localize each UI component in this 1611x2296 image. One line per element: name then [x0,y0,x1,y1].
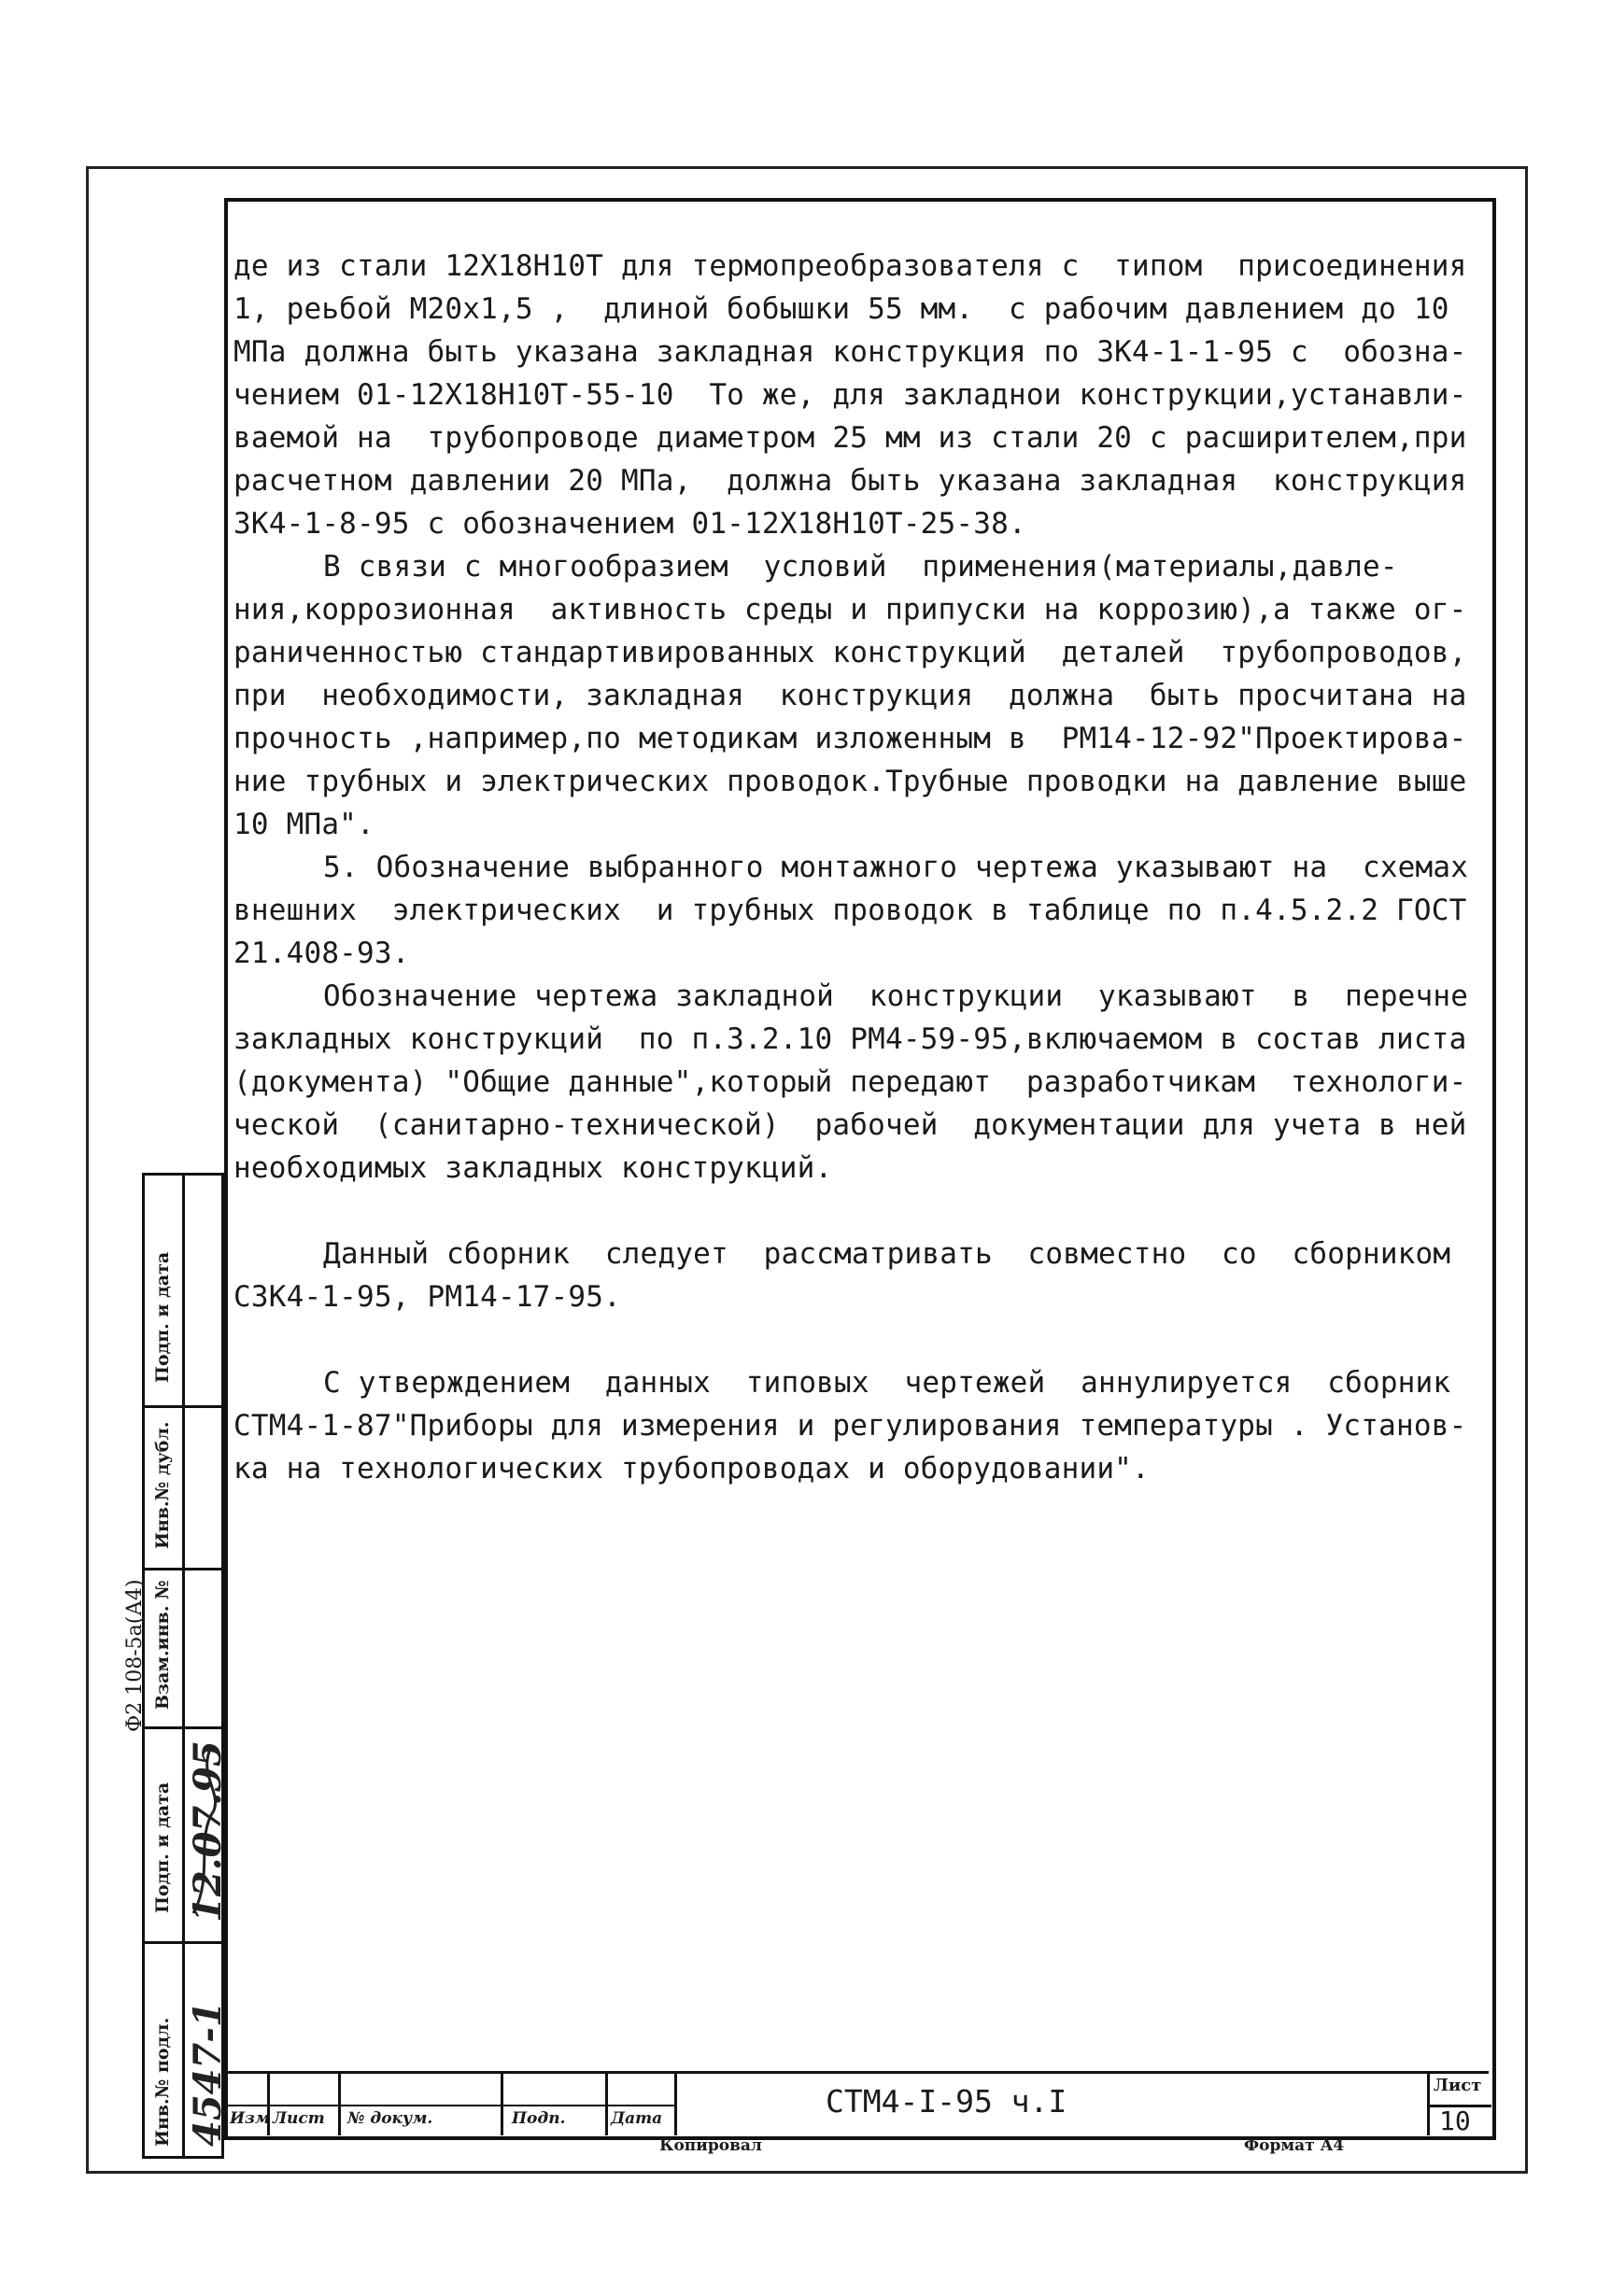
text-line: 21.408-93. [233,937,410,970]
strip-column-divider [182,1176,185,2156]
text-line: раниченностью стандартивированных конструкций деталей трубопроводов, [233,636,1467,669]
sign-date-top-label: Подп. и дата [152,1251,173,1383]
text-line: СЗК4-1-95, РМ14-17-95. [233,1280,621,1314]
document-body [233,245,1471,1490]
paragraph-1 [233,245,1471,545]
paragraph-5 [233,1233,1471,1318]
text-line: ваемой на трубопроводе диаметром 25 мм из стали 20 с расширителем,при [233,421,1467,455]
text-line: Данный сборник следует рассматривать совместно со сборником [323,1237,1451,1271]
paragraph-3 [233,846,1471,975]
signature-mark [186,1736,223,1923]
title-block-col [501,2074,503,2135]
text-line: СТМ4-1-87"Приборы для измерения и регулирования температуры . Установ- [233,1409,1467,1443]
spacer [233,1190,1471,1233]
document-code: СТМ4-I-95 ч.I [826,2083,1067,2120]
col-sign-label: Подп. [512,2109,566,2128]
handwritten-date: 12.07.95 [186,1740,230,1923]
strip-divider [145,1405,221,1408]
sign-date-label: Подп. и дата [152,1782,173,1913]
format-label: Формат А4 [1244,2136,1345,2155]
col-doc-no-label: № докум. [347,2109,433,2128]
text-line: ния,коррозионная активность среды и припуски на коррозию),а также ог- [233,593,1467,627]
inv-orig-label: Инв.№ подл. [152,2017,173,2147]
text-line: С утверждением данных типовых чертежей аннулируется сборник [323,1366,1451,1400]
text-line: ческой (санитарно-технической) рабочей документации для учета в ней [233,1108,1467,1142]
text-line: расчетном давлении 20 МПа, должна быть указана закладная конструкция [233,464,1467,498]
text-line: (документа) "Общие данные",который передают разработчикам технологи- [233,1065,1467,1099]
sheet-label: Лист [1434,2076,1482,2095]
text-line: 5. Обозначение выбранного монтажного чертежа указывают на схемах [323,851,1469,884]
text-line: внешних электрических и трубных проводок в таблице по п.4.5.2.2 ГОСТ [233,894,1467,927]
text-line: 10 МПа". [233,808,374,841]
paragraph-2 [233,545,1471,846]
paragraph-6 [233,1361,1471,1490]
spacer [233,1318,1471,1361]
handwritten-inv-number: 4547-1 [186,2001,230,2147]
strip-divider [145,1941,221,1944]
text-line: де из стали 12Х18Н10Т для термопреобразователя с типом присоединения [233,249,1467,283]
text-line: закладных конструкций по п.3.2.10 РМ4-59-95,включаемом в состав листа [233,1022,1467,1056]
binding-strip [142,1173,230,2159]
form-code: Ф2 108-5а(А4) [123,1579,147,1732]
text-line: чением 01-12Х18Н10Т-55-10 То же, для закладнои конструкции,устанавли- [233,378,1467,412]
title-block-col [338,2074,341,2135]
text-line: МПа должна быть указана закладная конструкция по ЗК4-1-1-95 с обозна- [233,335,1467,369]
sheet-number: 10 [1439,2106,1471,2136]
copied-by-label: Копировал [659,2136,762,2155]
title-block-col [605,2074,608,2135]
col-sheet-label: Лист [273,2109,325,2128]
title-block [228,2071,1489,2135]
strip-divider [145,1726,221,1729]
sheet-box [1427,2074,1491,2135]
replace-inv-label: Взам.инв. № [152,1580,173,1710]
text-line: при необходимости, закладная конструкция должна быть просчитана на [233,679,1467,712]
text-line: прочность ,например,по методикам изложенным в РМ14-12-92"Проектирова- [233,722,1467,755]
text-line: ка на технологических трубопроводах и оборудовании". [233,1452,1150,1486]
title-block-col [674,2074,677,2135]
inv-dup-label: Инв.№ дубл. [152,1421,173,1549]
text-line: необходимых закладных конструкций. [233,1151,833,1185]
text-line: В связи с многообразием условий применения(материалы,давле- [323,550,1398,584]
text-line: Обозначение чертежа закладной конструкции указывают в перечне [323,979,1469,1013]
text-line: ЗК4-1-8-95 с обозначением 01-12Х18Н10Т-25-38. [233,507,1026,541]
text-line: 1, реьбой М20х1,5 , длиной бобышки 55 мм. с рабочим давлением до 10 [233,292,1449,326]
text-line: ние трубных и электрических проводок.Трубные проводки на давление выше [233,765,1467,798]
col-change-label: Изм [230,2109,271,2128]
paragraph-4 [233,975,1471,1190]
strip-divider [145,1568,221,1571]
col-date-label: Дата [611,2109,663,2128]
